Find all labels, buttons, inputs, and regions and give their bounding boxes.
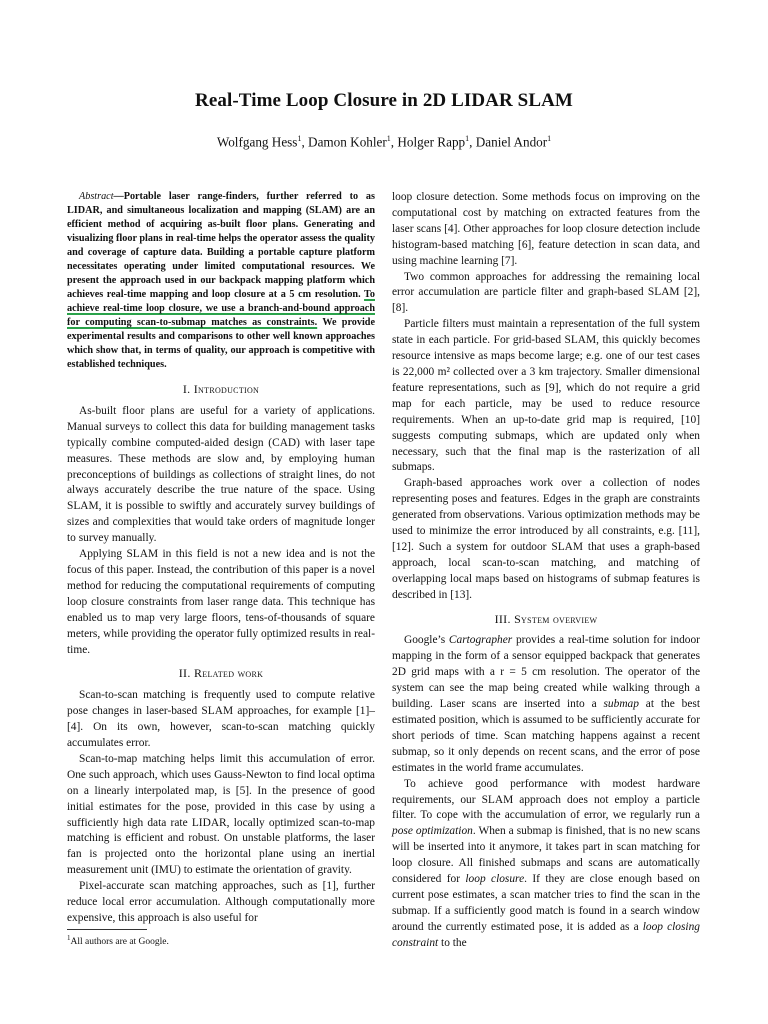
paragraph xyxy=(392,777,700,952)
author-separator: , xyxy=(469,134,476,150)
paragraph: Pixel-accurate scan matching approaches, such as [1], further reduce local error accumulation. Although computationally more expensive, this approach is also useful for xyxy=(67,880,375,924)
text-run: Google’s xyxy=(404,634,449,647)
author-name: Daniel Andor xyxy=(475,134,548,150)
author-name: Damon Kohler xyxy=(308,134,387,150)
abstract-lead: Abstract xyxy=(79,191,114,202)
abstract xyxy=(67,190,375,372)
author-name: Wolfgang Hess xyxy=(216,134,298,150)
paragraph: Particle filters must maintain a representation of the full system state in each particle. For grid-based SLAM, this quickly becomes resource intensive as maps become large; e.g. one of our test cases is 22,000 m² collected over a 3 km trajectory. Smaller dimensional feature representations, such as [9], which do not require a grid map for each particle, may be used to reduce resource requirements. When an up-to-date grid map is required, [10] suggests computing submaps, which are updated only when necessary, such that the final map is the rasterization of all submaps. xyxy=(392,318,700,474)
author-separator: , xyxy=(390,134,398,150)
abstract-highlight: To achieve real-time loop closure, we use a branch-and-bound approach for computing scan-to-submap matches as constraints. xyxy=(67,289,375,328)
paragraph: Scan-to-scan matching is frequently used to compute relative pose changes in laser-based SLAM approaches, for example [1]–[4]. On its own, however, scan-to-scan matching quickly accumulates error. xyxy=(67,689,375,750)
paragraph: loop closure detection. Some methods focus on improving on the computational cost by matching on extracted features from the laser scans [4]. Other approaches for loop closure detection include histogram-based matching [6], feature detection in scan data, and using machine learning [7]. xyxy=(392,191,700,267)
paragraph: Graph-based approaches work over a collection of nodes representing poses and features. Edges in the graph are constraints generated from observations. Various optimization methods may be used to minimize the error introduced by all constraints, e.g. [11], [12]. Such a system for outdoor SLAM that uses a graph-based approach, local scan-to-scan matching, and matching of overlapping local maps based on histograms of submap features is described in [13]. xyxy=(392,477,700,601)
emphasis: loop closure xyxy=(465,873,525,886)
paragraph: Scan-to-map matching helps limit this accumulation of error. One such approach, which uses Gauss-Newton to find local optima on a linearly interpolated map, is [5]. In the presence of good initial estimates for the pose, provided in this case by using a sufficiently high data rate LIDAR, locally optimized scan-to-map matching is efficient and robust. On unstable platforms, the laser fan is projected onto the horizontal plane using an inertial measurement unit (IMU) to estimate the orientation of gravity. xyxy=(67,752,375,877)
paragraph xyxy=(392,633,700,776)
emphasis: loop closing constraint xyxy=(392,920,700,949)
author-list xyxy=(0,134,768,150)
footnote xyxy=(67,934,169,947)
author-name: Holger Rapp xyxy=(397,134,466,150)
text-run: . When a submap is finished, that is no new scans will be inserted into it anymore, it takes part in scan matching for loop closure. All finished submaps and scans are automatically considered for xyxy=(392,825,701,886)
text-run: To achieve good performance with modest hardware requirements, our SLAM approach does not employ a particle filter. To cope with the accumulation of error, we regularly run a xyxy=(392,777,700,822)
emphasis: Cartographer xyxy=(448,634,513,647)
section-heading-system-overview: III. System overview xyxy=(494,611,598,626)
abstract-text: We provide experimental results and comparisons to other well known approaches which show that, in terms of quality, our approach is competitive with established techniques. xyxy=(67,317,375,370)
paper-title: Real-Time Loop Closure in 2D LIDAR SLAM xyxy=(195,90,573,111)
affiliation-mark: 1 xyxy=(386,134,391,143)
footnote-rule xyxy=(67,929,147,930)
emphasis: submap xyxy=(603,698,639,711)
abstract-dash: — xyxy=(113,191,124,202)
section-heading-related-work: II. Related work xyxy=(178,666,264,681)
section-heading-introduction: I. Introduction xyxy=(182,382,260,396)
author-separator: , xyxy=(301,134,309,150)
text-run: to the xyxy=(438,936,467,949)
affiliation-mark: 1 xyxy=(297,134,302,143)
text-run: at the best estimated position, which is assumed to be sufficiently accurate for short periods of time. Scan matching happens against a recent submap, so it only depends on recent scans, and the error of pose estimates in the world frame accumulates. xyxy=(392,698,700,774)
text-run: provides a real-time solution for indoor mapping in the form of a sensor equipped backpack that generates 2D grid maps with a r = 5 cm resolution. The operator of the system can see the map being created while walking through a building. Laser scans are inserted into a xyxy=(392,634,700,711)
emphasis: pose optimization xyxy=(392,825,473,838)
footnote-text: All authors are at Google. xyxy=(70,937,169,948)
affiliation-mark: 1 xyxy=(547,134,552,143)
text-run: . If they are close enough based on current pose estimates, a scan matcher tries to find the scan in the submap. If a sufficiently good match is found in a search window around the currently estimated pose, it is added as a xyxy=(392,873,700,933)
footnote-mark: 1 xyxy=(67,934,71,942)
paragraph: Applying SLAM in this field is not a new idea and is not the focus of this paper. Instead, the contribution of this paper is a novel method for reducing the computational requirements of computing loop closure constraints from laser range data. This technique has enabled us to map very large floors, tens-of-thousands of square meters, while providing the operator fully optimized results in real-time. xyxy=(67,548,375,656)
abstract-text: Portable laser range-finders, further referred to as LIDAR, and simultaneous localization and mapping (SLAM) are an efficient method of acquiring as-built floor plans. Generating and visualizing floor plans in real-time helps the operator assess the quality and coverage of capture data. Building a portable capture platform necessitates operating under limited computational resources. We present the approach used in our backpack mapping platform which achieves real-time mapping and loop closure at a 5 cm resolution. xyxy=(67,191,375,300)
paragraph: Two common approaches for addressing the remaining local error accumulation are particle filter and graph-based SLAM [2], [8]. xyxy=(392,270,700,315)
right-column xyxy=(392,190,700,952)
paragraph: As-built floor plans are useful for a variety of applications. Manual surveys to collect this data for building management tasks typically combine computed-aided design (CAD) with laser tape measures. These methods are slow and, by employing human preconceptions of buildings as collections of straight lines, do not always accurately describe the true nature of the space. Using SLAM, it is possible to swiftly and accurately survey buildings of sizes and complexities that would take orders of magnitude longer to survey manually. xyxy=(67,404,375,545)
affiliation-mark: 1 xyxy=(465,134,470,143)
left-column xyxy=(67,190,375,927)
